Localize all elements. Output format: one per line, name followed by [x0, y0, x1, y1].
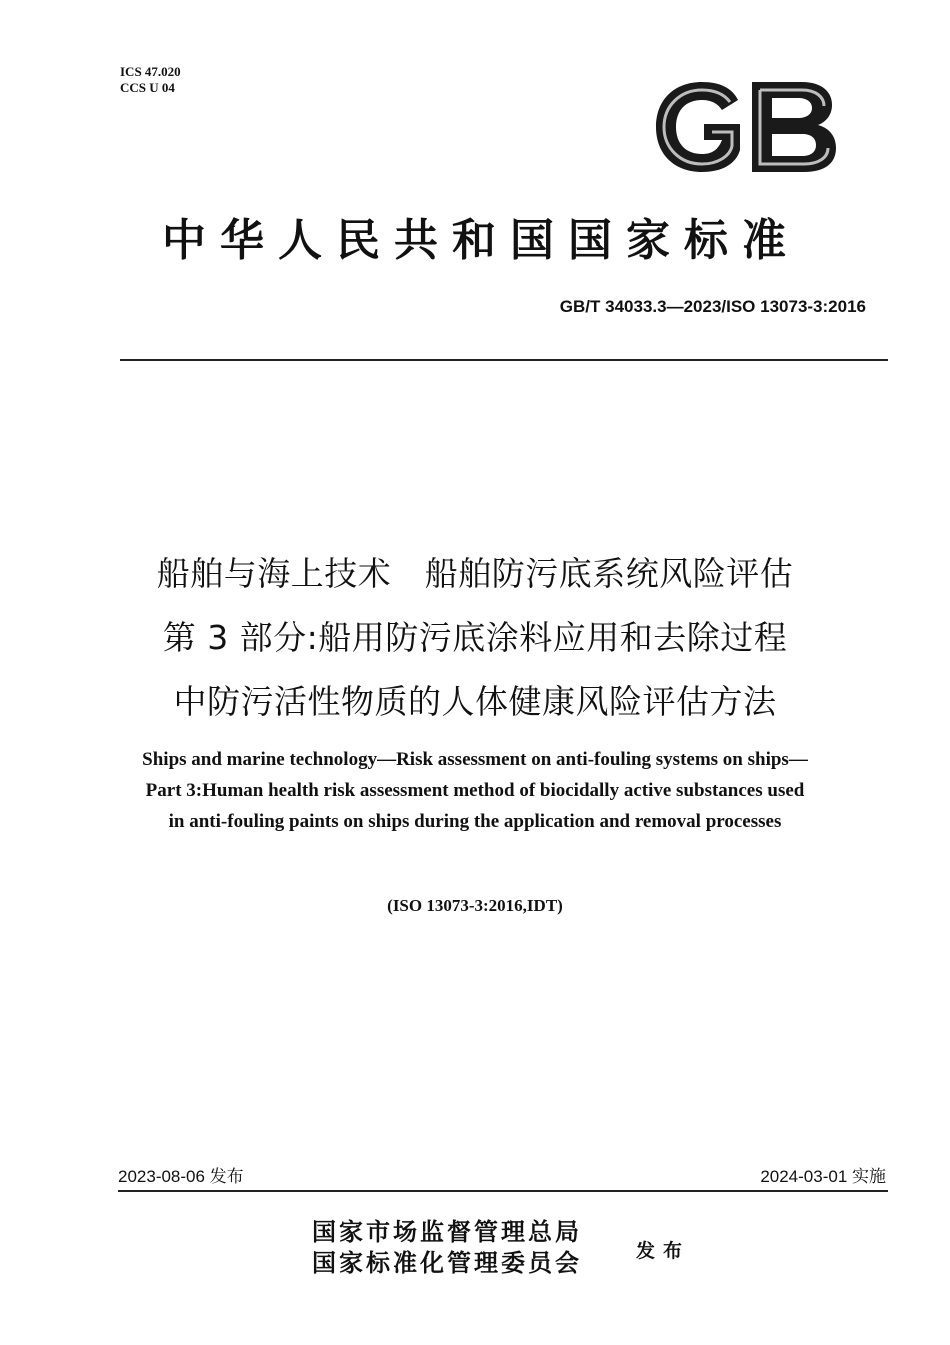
svg-text:GB: GB — [652, 78, 654, 79]
issue-date: 2023-08-06 发布 — [118, 1167, 244, 1186]
chinese-title-line-3: 中防污活性物质的人体健康风险评估方法 — [173, 682, 777, 721]
ccs-code: CCS U 04 — [120, 80, 175, 95]
standard-category-title: 中华人民共和国国家标准 — [162, 215, 800, 266]
effective-date: 2024-03-01 实施 — [760, 1167, 886, 1186]
gb-logo — [652, 78, 838, 176]
adoption-notice: (ISO 13073-3:2016,IDT) — [387, 896, 563, 915]
english-title-line-1: Ships and marine technology—Risk assessment on anti-fouling systems on ships— — [142, 749, 808, 770]
bottom-divider — [118, 1190, 888, 1192]
chinese-title-line-1: 船舶与海上技术 船舶防污底系统风险评估 — [156, 554, 794, 593]
english-title-line-2: Part 3:Human health risk assessment method of biocidally active substances used — [145, 780, 805, 801]
ics-code: ICS 47.020 — [120, 64, 181, 79]
english-title — [0, 744, 950, 837]
publisher-organizations — [312, 1216, 582, 1278]
chinese-title-line-2: 第 3 部分:船用防污底涂料应用和去除过程 — [162, 618, 788, 657]
publisher-org-1: 国家市场监督管理总局 — [312, 1217, 582, 1246]
classification-codes — [120, 64, 181, 96]
standard-number: GB/T 34033.3—2023/ISO 13073-3:2016 — [559, 297, 866, 316]
top-divider — [120, 359, 888, 361]
publisher-org-2: 国家标准化管理委员会 — [312, 1248, 582, 1277]
english-title-line-3: in anti-fouling paints on ships during the application and removal processes — [168, 811, 782, 832]
publish-label: 发布 — [636, 1240, 691, 1262]
chinese-title — [0, 542, 950, 734]
